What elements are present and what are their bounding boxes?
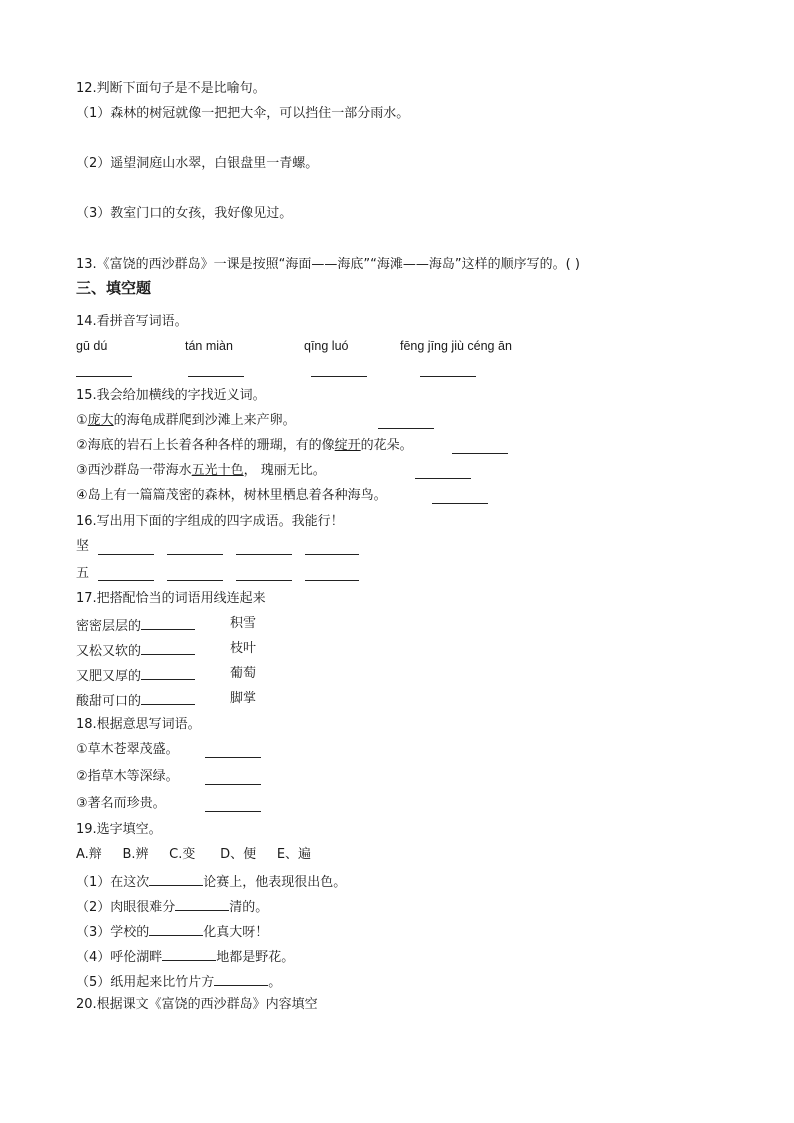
q19-title: 19.选字填空。 bbox=[76, 822, 162, 837]
q14-pinyin-2: tán miàn bbox=[185, 339, 233, 353]
q17-left-1-text: 密密层层的 bbox=[76, 619, 142, 634]
q19-options: A.辩 B.辨 C.变 D、便 E、遍 bbox=[76, 847, 312, 862]
q18-blank-3[interactable] bbox=[205, 797, 261, 812]
q19-item-3 bbox=[76, 921, 268, 942]
q15-item-3-underlined: 五光十色 bbox=[191, 463, 244, 478]
q17-left-3-text: 又肥又厚的 bbox=[76, 669, 142, 684]
q19-item-2 bbox=[76, 896, 268, 917]
q19-item-4-pre: （4）呼伦湖畔 bbox=[76, 950, 163, 965]
q19-item-5-post: 。 bbox=[268, 975, 282, 990]
q18-blank-1[interactable] bbox=[205, 743, 261, 758]
q15-blank-3[interactable] bbox=[415, 464, 471, 479]
q15-item-3-post: ， 瑰丽无比。 bbox=[243, 463, 326, 478]
q17-title: 17.把搭配恰当的词语用线连起来 bbox=[76, 591, 266, 606]
q14-pinyin-4: fēng jīng jiù céng ān bbox=[400, 339, 512, 353]
q19-blank-5[interactable] bbox=[214, 971, 268, 986]
q16-blank-2-2[interactable] bbox=[167, 566, 223, 581]
q17-right-2: 枝叶 bbox=[230, 641, 257, 656]
q15-item-2-pre: ②海底的岩石上长着各种各样的珊瑚，有的像 bbox=[76, 438, 335, 453]
q15-item-2-post: 的花朵。 bbox=[360, 438, 413, 453]
q17-left-4-blank[interactable] bbox=[141, 690, 195, 705]
q17-left-1-blank[interactable] bbox=[141, 615, 195, 630]
q15-item-3-pre: ③西沙群岛一带海水 bbox=[76, 463, 192, 478]
q16-blank-1-1[interactable] bbox=[98, 540, 154, 555]
q12-sentence-1: （1）森林的树冠就像一把把大伞，可以挡住一部分雨水。 bbox=[76, 106, 410, 121]
q16-blank-2-4[interactable] bbox=[305, 566, 359, 581]
q13-text: 13.《富饶的西沙群岛》一课是按照“海面——海底”“海滩——海岛”这样的顺序写的。( ) bbox=[76, 257, 580, 272]
q15-item-1-post: 的海龟成群爬到沙滩上来产卵。 bbox=[113, 413, 296, 428]
q19-item-5 bbox=[76, 971, 281, 992]
q18-title: 18.根据意思写词语。 bbox=[76, 717, 201, 732]
q16-char-1: 坚 bbox=[76, 539, 90, 554]
q12-title: 12.判断下面句子是不是比喻句。 bbox=[76, 81, 266, 96]
q19-blank-1[interactable] bbox=[149, 871, 203, 886]
q19-item-2-post: 清的。 bbox=[229, 900, 269, 915]
q14-blank-1[interactable] bbox=[76, 362, 132, 377]
q19-item-1 bbox=[76, 871, 346, 892]
q19-item-2-pre: （2）肉眼很难分 bbox=[76, 900, 176, 915]
q17-right-1: 积雪 bbox=[230, 616, 257, 631]
q15-blank-1[interactable] bbox=[378, 414, 434, 429]
q16-blank-2-3[interactable] bbox=[236, 566, 292, 581]
q14-blank-4[interactable] bbox=[420, 362, 476, 377]
q19-blank-4[interactable] bbox=[162, 946, 216, 961]
q19-item-5-pre: （5）纸用起来比竹片方 bbox=[76, 975, 215, 990]
q16-char-2: 五 bbox=[76, 566, 90, 581]
q19-item-1-pre: （1）在这次 bbox=[76, 875, 150, 890]
q19-item-3-post: 化真大呀！ bbox=[203, 925, 269, 940]
q17-left-2-text: 又松又软的 bbox=[76, 644, 142, 659]
q17-left-2-blank[interactable] bbox=[141, 640, 195, 655]
q17-left-3 bbox=[76, 665, 195, 686]
q17-left-1 bbox=[76, 615, 195, 636]
q14-blank-3[interactable] bbox=[311, 362, 367, 377]
q14-pinyin-3: qīng luó bbox=[304, 339, 349, 353]
q19-item-4-post: 地都是野花。 bbox=[216, 950, 295, 965]
q18-item-2: ②指草木等深绿。 bbox=[76, 769, 179, 784]
q15-item-1 bbox=[76, 412, 296, 430]
q17-left-4-text: 酸甜可口的 bbox=[76, 694, 142, 709]
q19-item-4 bbox=[76, 946, 294, 967]
q15-item-1-underlined: 庞大 bbox=[87, 413, 114, 428]
q12-sentence-2: （2）遥望洞庭山水翠，白银盘里一青螺。 bbox=[76, 156, 319, 171]
q15-item-2 bbox=[76, 437, 413, 455]
q15-item-1-pre: ① bbox=[76, 413, 88, 428]
q17-left-4 bbox=[76, 690, 195, 711]
q19-item-1-post: 论赛上，他表现很出色。 bbox=[203, 875, 347, 890]
q14-pinyin-1: gū dú bbox=[76, 339, 108, 353]
q16-blank-1-4[interactable] bbox=[305, 540, 359, 555]
q15-blank-2[interactable] bbox=[452, 439, 508, 454]
q16-blank-2-1[interactable] bbox=[98, 566, 154, 581]
q14-title: 14.看拼音写词语。 bbox=[76, 314, 188, 329]
q17-left-3-blank[interactable] bbox=[141, 665, 195, 680]
q15-item-4: ④岛上有一篇篇茂密的森林，树林里栖息着各种海鸟。 bbox=[76, 488, 387, 503]
q17-right-3: 葡萄 bbox=[230, 666, 257, 681]
q18-item-3: ③著名而珍贵。 bbox=[76, 796, 166, 811]
q16-blank-1-3[interactable] bbox=[236, 540, 292, 555]
section-title: 三、填空题 bbox=[76, 279, 152, 297]
q18-blank-2[interactable] bbox=[205, 770, 261, 785]
q19-blank-2[interactable] bbox=[175, 896, 229, 911]
q20-title: 20.根据课文《富饶的西沙群岛》内容填空 bbox=[76, 997, 318, 1012]
q18-item-1: ①草木苍翠茂盛。 bbox=[76, 742, 179, 757]
q19-item-3-pre: （3）学校的 bbox=[76, 925, 150, 940]
q15-item-3 bbox=[76, 462, 326, 480]
q15-title: 15.我会给加横线的字找近义词。 bbox=[76, 388, 266, 403]
q17-left-2 bbox=[76, 640, 195, 661]
q16-title: 16.写出用下面的字组成的四字成语。我能行！ bbox=[76, 514, 344, 529]
q16-blank-1-2[interactable] bbox=[167, 540, 223, 555]
q19-blank-3[interactable] bbox=[149, 921, 203, 936]
q17-right-4: 脚掌 bbox=[230, 691, 257, 706]
q15-blank-4[interactable] bbox=[432, 489, 488, 504]
q14-blank-2[interactable] bbox=[188, 362, 244, 377]
q12-sentence-3: （3）教室门口的女孩，我好像见过。 bbox=[76, 206, 293, 221]
q15-item-2-underlined: 绽开 bbox=[334, 438, 361, 453]
